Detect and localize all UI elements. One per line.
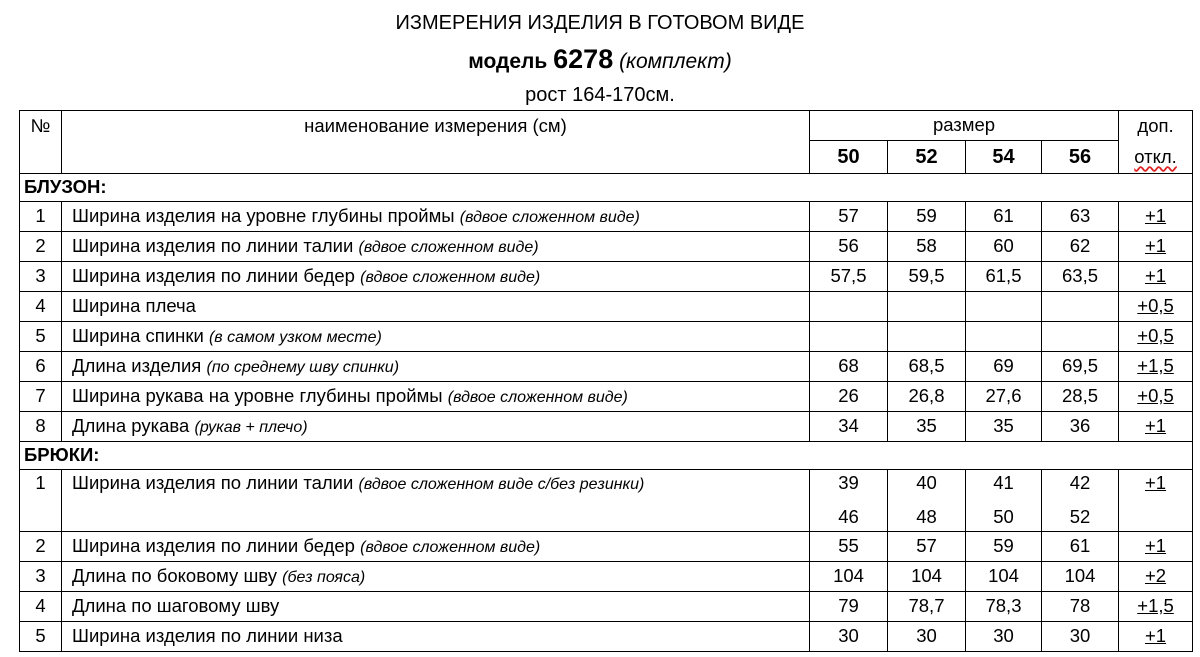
size-value: 104 <box>1042 562 1119 592</box>
size-value-pair <box>810 474 887 526</box>
measurement-name <box>62 412 810 442</box>
size-value: 104 <box>966 562 1042 592</box>
tolerance-value: +2 <box>1144 565 1167 587</box>
tolerance-value: +1 <box>1144 205 1167 227</box>
measurement-label: Ширина изделия по линии бедер <box>72 535 355 556</box>
measurement-note: (вдвое сложенном виде) <box>459 209 640 226</box>
table-row <box>20 532 1193 562</box>
measurement-note: (без пояса) <box>282 569 366 586</box>
tolerance-value: +1 <box>1144 235 1167 257</box>
row-number: 2 <box>20 532 62 562</box>
row-number: 5 <box>20 322 62 352</box>
tolerance <box>1119 292 1193 322</box>
tolerance <box>1119 562 1193 592</box>
tolerance <box>1119 262 1193 292</box>
measurement-label: Длина рукава <box>72 415 190 436</box>
measurements-table <box>19 110 1193 652</box>
measurement-name <box>62 352 810 382</box>
header-tol-top: доп. <box>1119 111 1193 141</box>
measurement-name <box>62 262 810 292</box>
table-row <box>20 322 1193 352</box>
measurement-label: Длина изделия <box>72 355 202 376</box>
measurement-label: Ширина изделия по линии талии <box>72 235 354 256</box>
size-value-alt: 48 <box>916 505 937 527</box>
tolerance-value: +1 <box>1144 535 1167 557</box>
row-number: 8 <box>20 412 62 442</box>
table-row <box>20 292 1193 322</box>
table-row <box>20 232 1193 262</box>
section-label: БЛУЗОН: <box>20 174 1193 202</box>
size-value: 104 <box>888 562 966 592</box>
row-number: 3 <box>20 262 62 292</box>
size-value: 30 <box>810 622 888 652</box>
section-label: БРЮКИ: <box>20 442 1193 470</box>
size-value: 60 <box>966 232 1042 262</box>
size-value: 40 <box>916 472 937 493</box>
measurement-label: Ширина спинки <box>72 325 204 346</box>
size-value: 57 <box>810 202 888 232</box>
measurement-label: Длина по боковому шву <box>72 565 277 586</box>
row-number: 4 <box>20 592 62 622</box>
size-value: 63 <box>1042 202 1119 232</box>
size-value: 39 <box>838 472 859 493</box>
size-value: 62 <box>1042 232 1119 262</box>
tolerance-value: +1,5 <box>1137 355 1174 377</box>
measurement-note: (рукав + плечо) <box>194 419 308 436</box>
document-title: ИЗМЕРЕНИЯ ИЗДЕЛИЯ В ГОТОВОМ ВИДЕ <box>395 12 805 34</box>
size-value: 63,5 <box>1042 262 1119 292</box>
size-value <box>810 292 888 322</box>
table-row <box>20 412 1193 442</box>
tolerance <box>1119 382 1193 412</box>
size-value <box>1042 292 1119 322</box>
tolerance <box>1119 412 1193 442</box>
header-size-52: 52 <box>888 141 966 174</box>
size-value: 41 <box>993 472 1014 493</box>
size-value <box>966 322 1042 352</box>
measurement-name <box>62 470 810 532</box>
measurement-name <box>62 322 810 352</box>
size-value: 35 <box>966 412 1042 442</box>
table-row <box>20 470 1193 532</box>
size-value: 35 <box>888 412 966 442</box>
measurement-label: Ширина изделия по линии талии <box>72 472 354 493</box>
table-header-row <box>20 111 1193 141</box>
size-value: 59,5 <box>888 262 966 292</box>
size-value: 42 <box>1069 472 1091 493</box>
measurement-note: (в самом узком месте) <box>208 329 382 346</box>
size-value: 68,5 <box>888 352 966 382</box>
measurement-name <box>62 562 810 592</box>
tolerance-value: +0,5 <box>1137 325 1174 347</box>
size-value: 61,5 <box>966 262 1042 292</box>
size-value: 56 <box>810 232 888 262</box>
size-value: 26 <box>810 382 888 412</box>
tolerance-value: +1,5 <box>1137 595 1174 617</box>
size-value: 69 <box>966 352 1042 382</box>
size-value-pair <box>888 474 965 526</box>
row-number: 3 <box>20 562 62 592</box>
size-value: 57,5 <box>810 262 888 292</box>
table-row <box>20 622 1193 652</box>
size-value-pair <box>1042 474 1118 526</box>
row-number: 1 <box>20 470 62 532</box>
size-value: 55 <box>810 532 888 562</box>
header-tol-bottom: откл. <box>1119 141 1193 174</box>
size-value: 78,7 <box>888 592 966 622</box>
size-value: 59 <box>966 532 1042 562</box>
size-value <box>1042 322 1119 352</box>
measurement-label: Ширина изделия по линии низа <box>72 625 343 647</box>
model-number: 6278 <box>553 44 614 74</box>
measurement-name <box>62 622 810 652</box>
row-number: 1 <box>20 202 62 232</box>
size-value: 27,6 <box>966 382 1042 412</box>
size-value-pair <box>966 474 1041 526</box>
size-value <box>810 322 888 352</box>
header-size: размер <box>810 111 1119 141</box>
measurement-note: (вдвое сложенном виде) <box>360 269 541 286</box>
measurement-note: (вдвое сложенном виде) <box>360 539 541 556</box>
model-line <box>0 44 1200 75</box>
tolerance <box>1119 232 1193 262</box>
header-name: наименование измерения (см) <box>62 111 810 174</box>
table-row <box>20 202 1193 232</box>
measurement-label: Ширина изделия по линии бедер <box>72 265 355 286</box>
row-number: 2 <box>20 232 62 262</box>
table-row <box>20 562 1193 592</box>
section-row <box>20 174 1193 202</box>
size-value: 69,5 <box>1042 352 1119 382</box>
tolerance-value: +0,5 <box>1137 385 1174 407</box>
row-number: 6 <box>20 352 62 382</box>
measurement-name <box>62 592 810 622</box>
size-value: 30 <box>888 622 966 652</box>
measurement-name <box>62 202 810 232</box>
size-value: 104 <box>810 562 888 592</box>
measurement-note: (по среднему шву спинки) <box>206 359 400 376</box>
header-size-56: 56 <box>1042 141 1119 174</box>
size-value <box>966 292 1042 322</box>
measurement-name <box>62 292 810 322</box>
tolerance <box>1119 322 1193 352</box>
size-value: 36 <box>1042 412 1119 442</box>
tolerance-value: +1 <box>1144 265 1167 287</box>
measurement-name <box>62 232 810 262</box>
measurement-note: (вдвое сложенном виде) <box>358 239 539 256</box>
size-value: 59 <box>888 202 966 232</box>
measurement-label: Длина по шаговому шву <box>72 595 280 617</box>
size-value: 61 <box>1042 532 1119 562</box>
size-value: 61 <box>966 202 1042 232</box>
tolerance-value: +1 <box>1144 415 1167 437</box>
table-row <box>20 262 1193 292</box>
size-value: 30 <box>1042 622 1119 652</box>
measurement-label: Ширина изделия на уровне глубины проймы <box>72 205 455 226</box>
size-value: 78 <box>1042 592 1119 622</box>
tolerance <box>1119 470 1193 532</box>
tolerance-value: +1 <box>1144 472 1167 493</box>
model-suffix: (комплект) <box>619 50 732 73</box>
model-prefix: модель <box>468 50 548 73</box>
height-line: рост 164-170см. <box>525 84 675 106</box>
tolerance <box>1119 202 1193 232</box>
tolerance-value: +1 <box>1144 625 1167 647</box>
tolerance-value: +0,5 <box>1137 295 1174 317</box>
size-value-alt: 52 <box>1069 505 1091 527</box>
size-value-cell <box>888 470 966 532</box>
table-row <box>20 592 1193 622</box>
size-value <box>888 322 966 352</box>
size-value-alt: 50 <box>993 505 1014 527</box>
measurement-name <box>62 382 810 412</box>
measurement-label: Ширина рукава на уровне глубины проймы <box>72 385 443 406</box>
row-number: 4 <box>20 292 62 322</box>
size-value: 26,8 <box>888 382 966 412</box>
size-value: 34 <box>810 412 888 442</box>
measurement-note: (вдвое сложенном виде с/без резинки) <box>358 476 645 493</box>
measurement-name <box>62 532 810 562</box>
measurement-note: (вдвое сложенном виде) <box>447 389 628 406</box>
size-value: 30 <box>966 622 1042 652</box>
size-value: 58 <box>888 232 966 262</box>
row-number: 5 <box>20 622 62 652</box>
size-value: 57 <box>888 532 966 562</box>
size-value: 79 <box>810 592 888 622</box>
header-size-50: 50 <box>810 141 888 174</box>
tolerance <box>1119 622 1193 652</box>
header-size-54: 54 <box>966 141 1042 174</box>
size-value-cell <box>966 470 1042 532</box>
size-value: 78,3 <box>966 592 1042 622</box>
tolerance <box>1119 352 1193 382</box>
table-row <box>20 382 1193 412</box>
size-value-alt: 46 <box>838 505 859 527</box>
size-value <box>888 292 966 322</box>
section-row <box>20 442 1193 470</box>
table-row <box>20 352 1193 382</box>
tolerance <box>1119 532 1193 562</box>
measurement-label: Ширина плеча <box>72 295 196 317</box>
size-value-cell <box>1042 470 1119 532</box>
row-number: 7 <box>20 382 62 412</box>
size-value-cell <box>810 470 888 532</box>
size-value: 28,5 <box>1042 382 1119 412</box>
tolerance <box>1119 592 1193 622</box>
header-no: № <box>20 111 62 174</box>
size-value: 68 <box>810 352 888 382</box>
